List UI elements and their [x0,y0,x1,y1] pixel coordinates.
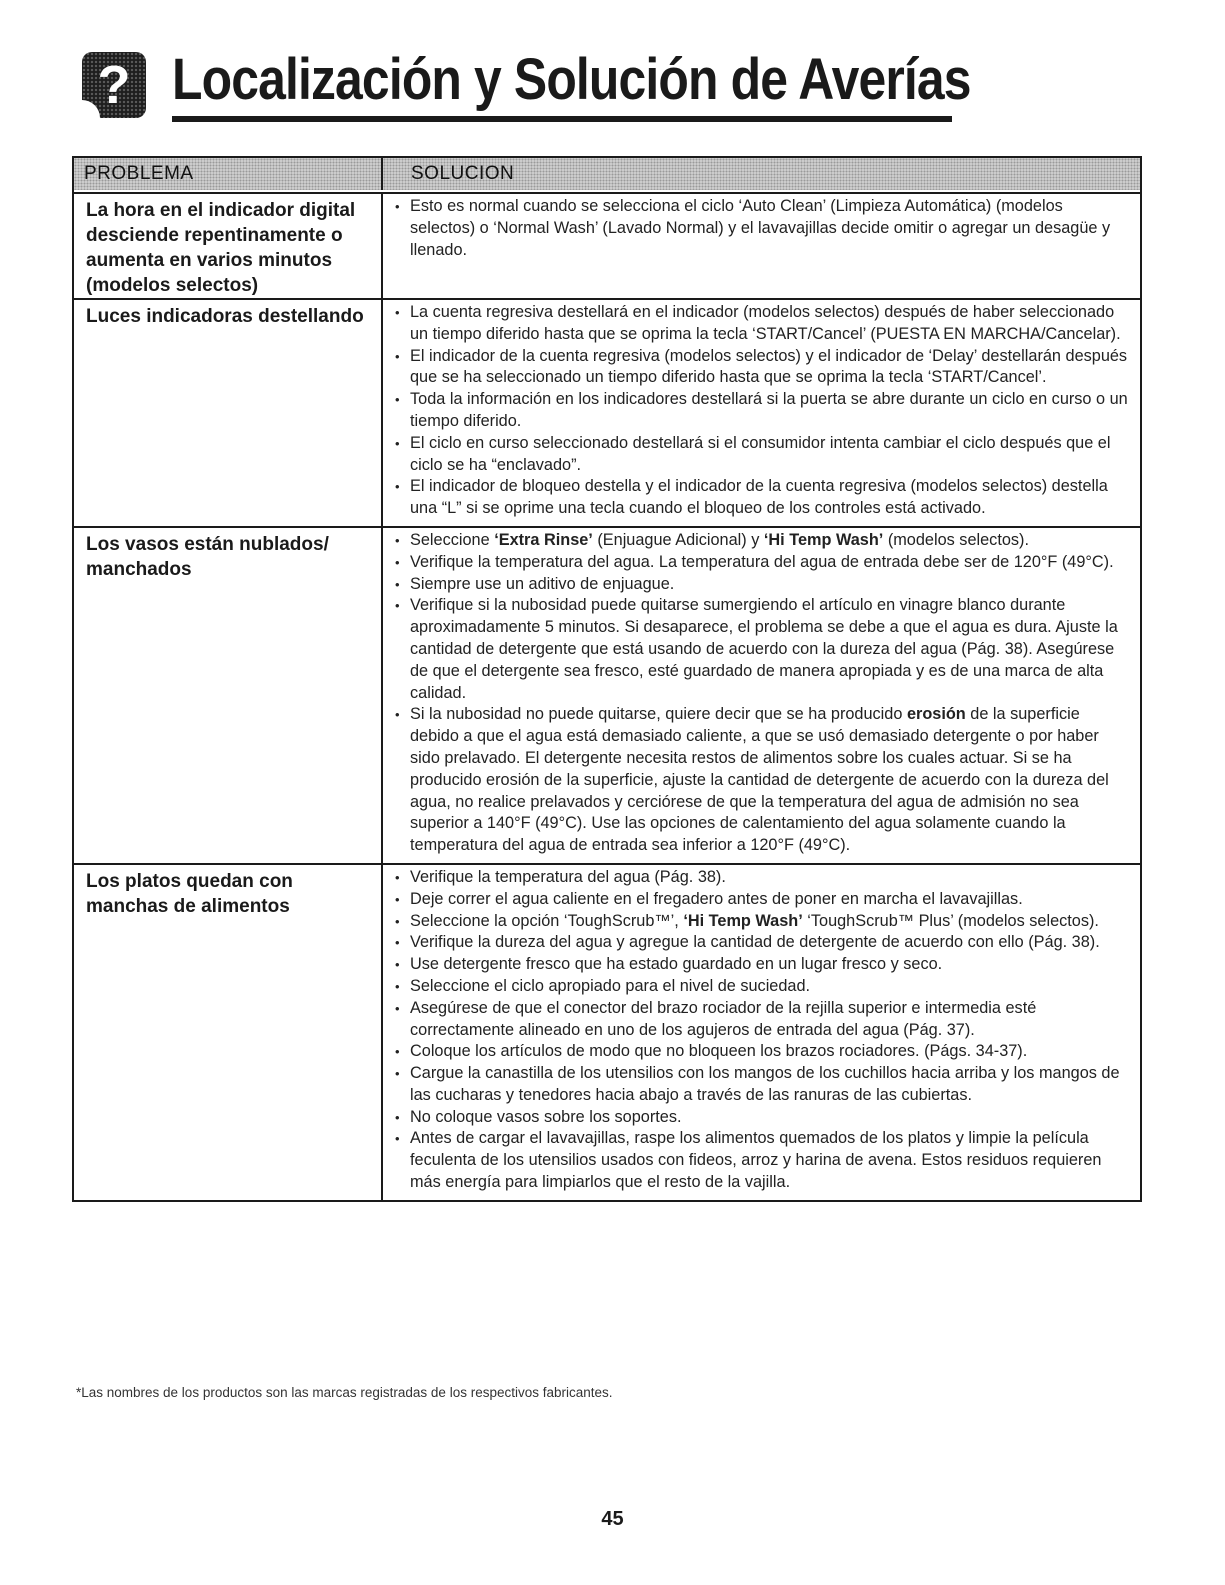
solution-item: • Esto es normal cuando se selecciona el ciclo ‘Auto Clean’ (Limpieza Automática) (modelos selectos) o ‘Normal Wash’ (Lavado Normal) y el lavavajillas decide omitir o agregar un desagüe y llenado. [393,196,1130,261]
troubleshooting-table [72,156,1142,1202]
table-row [74,300,1140,528]
problem-cell: La hora en el indicador digital desciende repentinamente o aumenta en varios minutos (modelos selectos) [74,194,383,298]
solution-item: • Cargue la canastilla de los utensilios con los mangos de los cuchillos hacia arriba y los mangos de las cucharas y tenedores hacia abajo a través de las ranuras de las cubiertas. [393,1063,1130,1107]
solution-item: • Asegúrese de que el conector del brazo rociador de la rejilla superior e intermedia esté correctamente alineado en uno de los agujeros de entrada del agua (Pág. 37). [393,998,1130,1042]
page-number: 45 [601,1508,624,1530]
solution-item: • Siempre use un aditivo de enjuague. [393,574,1130,596]
solution-item: • Verifique la temperatura del agua. La temperatura del agua de entrada debe ser de 120°F (49°C). [393,552,1130,574]
page-header [82,40,971,130]
solution-item: • El indicador de bloqueo destella y el indicador de la cuenta regresiva (modelos selectos) destella una “L” si se oprime una tecla cuando el bloqueo de los controles está activado. [393,476,1130,520]
solution-item: • Toda la información en los indicadores destellará si la puerta se abre durante un ciclo en curso o un tiempo diferido. [393,389,1130,433]
question-mark-glyph: ? [97,55,131,115]
problem-cell: Luces indicadoras destellando [74,300,383,526]
title-underline [172,116,952,122]
solution-item: • El ciclo en curso seleccionado destellará si el consumidor intenta cambiar el ciclo después que el ciclo se ha “enclavado”. [393,433,1130,477]
trademark-footnote: *Las nombres de los productos son las marcas registradas de los respectivos fabricantes. [76,1385,613,1400]
solution-item: • Use detergente fresco que ha estado guardado en un lugar fresco y seco. [393,954,1130,976]
question-mark-icon [82,52,146,118]
solution-item: • La cuenta regresiva destellará en el indicador (modelos selectos) después de haber seleccionado un tiempo diferido hasta que se oprima la tecla ‘START/Cancel’ (PUESTA EN MARCHA/Cancelar). [393,302,1130,346]
solution-item: • Antes de cargar el lavavajillas, raspe los alimentos quemados de los platos y limpie la película feculenta de los utensilios usados con fideos, arroz y harina de avena. Estos residuos requieren más energía para limpiarlos que el resto de la vajilla. [393,1128,1130,1193]
problem-cell: Los vasos están nublados/ manchados [74,528,383,863]
solution-cell [383,194,1140,298]
page-title: Localización y Solución de Averías [172,47,971,112]
solution-item: • Coloque los artículos de modo que no bloqueen los brazos rociadores. (Págs. 34-37). [393,1041,1130,1063]
solution-item: • Deje correr el agua caliente en el fregadero antes de poner en marcha el lavavajillas. [393,889,1130,911]
solution-item: • Verifique si la nubosidad puede quitarse sumergiendo el artículo en vinagre blanco durante aproximadamente 5 minutos. Si desaparece, el problema se debe a que el agua es dura. Ajuste la cantidad de detergente que está usando de acuerdo con la dureza del agua (Pág. 38). Asegúrese de que el detergente sea fresco, esté guardado de manera apropiada y es de una marca de alta calidad. [393,595,1130,704]
solution-item: • Verifique la temperatura del agua (Pág. 38). [393,867,1130,889]
solution-item: • Seleccione ‘Extra Rinse’ (Enjuague Adicional) y ‘Hi Temp Wash’ (modelos selectos). [393,530,1130,552]
table-row [74,194,1140,300]
solution-item: • No coloque vasos sobre los soportes. [393,1107,1130,1129]
solution-cell [383,300,1140,526]
solution-item: • Si la nubosidad no puede quitarse, quiere decir que se ha producido erosión de la superficie debido a que el agua está demasiado caliente, a que se usó demasiado detergente o por haber sido prelavado. El detergente necesita restos de alimentos sobre los cuales actuar. Si se ha producido erosión de la superficie, ajuste la cantidad de detergente de acuerdo con la dureza del agua, no realice prelavados y cerciórese de que la temperatura del agua de admisión no sea superior a 140°F (49°C). Use las opciones de calentamiento del agua solamente cuando la temperatura del agua de entrada sea inferior a 120°F (49°C). [393,704,1130,857]
table-row [74,528,1140,865]
column-header-solution: SOLUCION [383,158,1140,190]
solution-item: • Verifique la dureza del agua y agregue la cantidad de detergente de acuerdo con ello (Pág. 38). [393,932,1130,954]
column-header-problem: PROBLEMA [74,158,383,190]
solution-cell [383,865,1140,1200]
table-row [74,865,1140,1200]
solution-item: • Seleccione el ciclo apropiado para el nivel de suciedad. [393,976,1130,998]
table-header [74,158,1140,194]
problem-cell: Los platos quedan con manchas de alimentos [74,865,383,1200]
solution-cell [383,528,1140,863]
solution-item: • Seleccione la opción ‘ToughScrub™’, ‘Hi Temp Wash’ ‘ToughScrub™ Plus’ (modelos selectos). [393,911,1130,933]
solution-item: • El indicador de la cuenta regresiva (modelos selectos) y el indicador de ‘Delay’ destellarán después que se ha seleccionado un tiempo diferido hasta que se oprima la tecla ‘START/Cancel’. [393,346,1130,390]
